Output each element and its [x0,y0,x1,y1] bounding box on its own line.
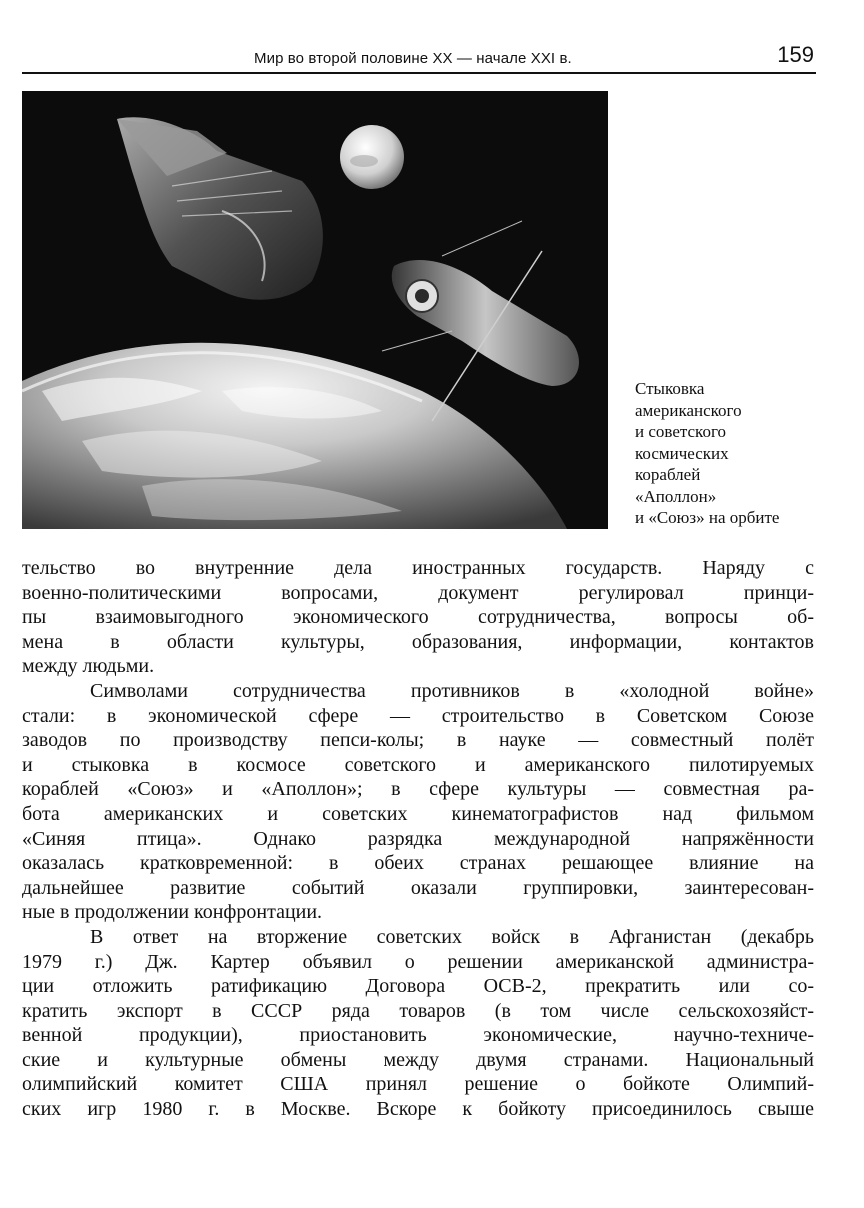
figure-caption [635,378,835,529]
paragraph-1 [22,556,814,679]
text-line: дальнейшее развитие событий оказали группировки, заинтересован- [22,876,814,899]
text-line: «Синяя птица». Однако разрядка международной напряжённости [22,827,814,850]
text-line: ные в продолжении конфронтации. [22,901,323,924]
text-line: и стыковка в космосе советского и американского пилотируемых [22,753,814,776]
text-line: ские и культурные обмены между двумя странами. Национальный [22,1048,814,1071]
caption-line: кораблей [635,465,701,484]
text-line: Символами сотрудничества противников в «холодной войне» [90,679,814,702]
text-line: военно-политическими вопросами, документ регулировал принци- [22,581,814,604]
page-number: 159 [777,42,814,67]
text-line: оказалась кратковременной: в обеих странах решающее влияние на [22,852,814,875]
text-line: тельство во внутренние дела иностранных государств. Наряду с [22,557,814,579]
paragraph-2 [22,679,814,925]
text-line: бота американских и советских кинематографистов над фильмом [22,802,814,825]
running-header-title: Мир во второй половине XX — начале XXI в. [254,50,572,67]
text-line: заводов по производству пепси-колы; в науке — совместный полёт [22,729,814,752]
caption-line: космических [635,443,729,463]
text-line: олимпийский комитет США принял решение о бойкоте Олимпий- [22,1073,814,1096]
text-line: ции отложить ратификацию Договора ОСВ-2, прекратить или со- [22,975,814,998]
text-line: между людьми. [22,655,155,678]
text-line: ских игр 1980 г. в Москве. Вскоре к бойкоту присоединилось свыше [22,1098,814,1121]
text-line: кораблей «Союз» и «Аполлон»; в сфере культуры — совместная ра- [22,778,814,801]
caption-line: и советского [635,422,726,441]
caption-line: американского [635,400,742,420]
text-line: В ответ на вторжение советских войск в Афганистан (декабрь [90,925,814,948]
text-line: 1979 г.) Дж. Картер объявил о решении американской администра- [22,950,814,973]
paragraph-3 [22,925,814,1122]
text-line: кратить экспорт в СССР ряда товаров (в том числе сельскохозяйст- [22,999,814,1022]
caption-line: Стыковка [635,379,705,398]
caption-line: «Аполлон» [635,486,717,506]
text-line: мена в области культуры, образования, информации, контактов [22,630,814,653]
running-header [22,42,816,74]
body-text [22,556,814,1122]
caption-line: и «Союз» на орбите [635,508,780,527]
text-line: венной продукции), приостановить экономические, научно-техниче- [22,1024,814,1047]
text-line: пы взаимовыгодного экономического сотрудничества, вопросы об- [22,606,814,629]
text-line: стали: в экономической сфере — строительство в Советском Союзе [22,704,814,727]
apollo-soyuz-photo [22,91,608,529]
